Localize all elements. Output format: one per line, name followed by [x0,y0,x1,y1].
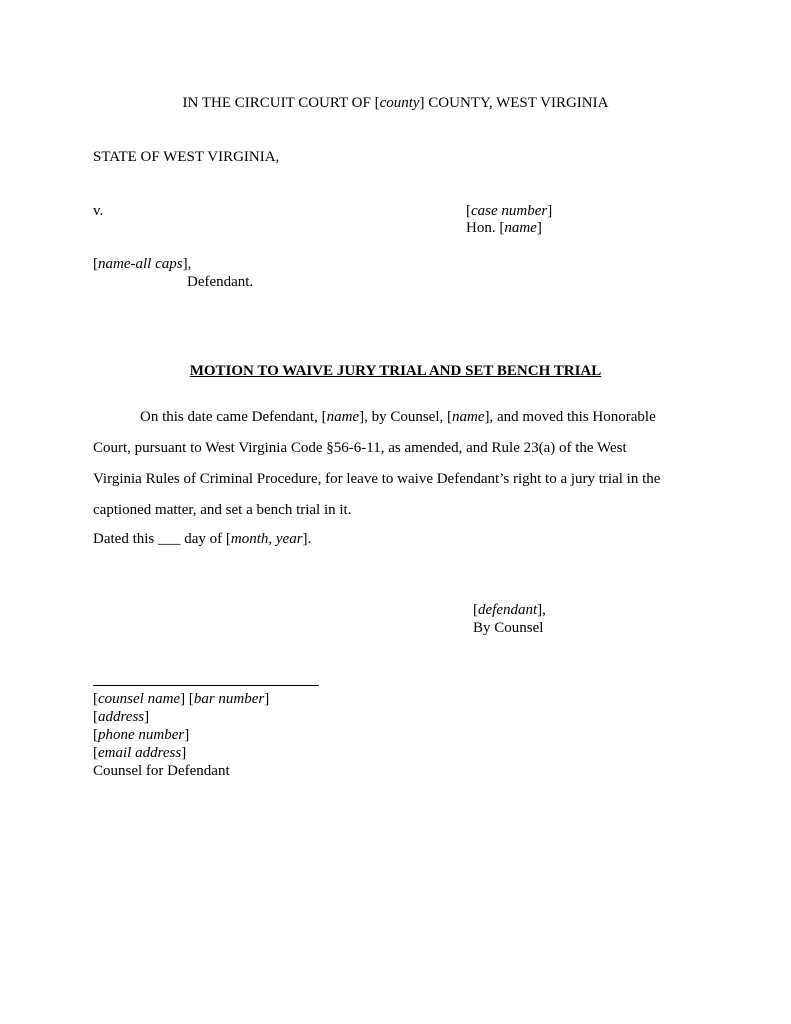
counsel-name-inline: name [452,409,485,425]
month-year-placeholder: month, year [230,531,303,547]
court-heading: IN THE CIRCUIT COURT OF [county] COUNTY, WEST VIRGINIA [182,95,609,111]
counsel-role: Counsel for Defendant [93,763,230,779]
counsel-address-line: [address] [93,709,150,725]
dated-line: Dated this ___ day of [month, year]. [93,531,312,547]
by-counsel: By Counsel [473,620,544,636]
versus-label: v. [93,203,104,219]
body-line-2: Court, pursuant to West Virginia Code §56-6-11, as amended, and Rule 23(a) of the West [93,440,627,456]
judge-name: Hon. [name] [466,220,542,236]
body-line-4: captioned matter, and set a bench trial in it. [93,502,352,518]
motion-title: MOTION TO WAIVE JURY TRIAL AND SET BENCH TRIAL [189,363,602,379]
case-number-placeholder: case number [471,203,548,219]
body-line-1: On this date came Defendant, [name], by Counsel, [name], and moved this Honorable [140,409,656,425]
defendant-name: [name-all caps], [93,256,192,272]
defendant-name-placeholder: name-all caps [98,256,183,272]
counsel-name-placeholder: counsel name [98,691,181,707]
body-line-3: Virginia Rules of Criminal Procedure, for leave to waive Defendant’s right to a jury trial in the [93,471,661,487]
judge-name-placeholder: name [504,220,537,236]
plaintiff-name: STATE OF WEST VIRGINIA, [93,149,280,165]
defendant-name-inline: name [326,409,360,425]
email-placeholder: email address [98,745,182,761]
signature-defendant-placeholder: defendant [478,602,538,618]
counsel-name-line: [counsel name] [bar number] [93,691,270,707]
phone-placeholder: phone number [98,727,185,743]
counsel-email-line: [email address] [93,745,187,761]
case-number: [case number] [466,203,553,219]
defendant-label: Defendant. [187,274,254,290]
signature-line [93,685,319,686]
bar-number-placeholder: bar number [193,691,265,707]
county-placeholder: county [379,95,420,111]
address-placeholder: address [98,709,145,725]
counsel-phone-line: [phone number] [93,727,190,743]
signature-defendant: [defendant], [473,602,546,618]
